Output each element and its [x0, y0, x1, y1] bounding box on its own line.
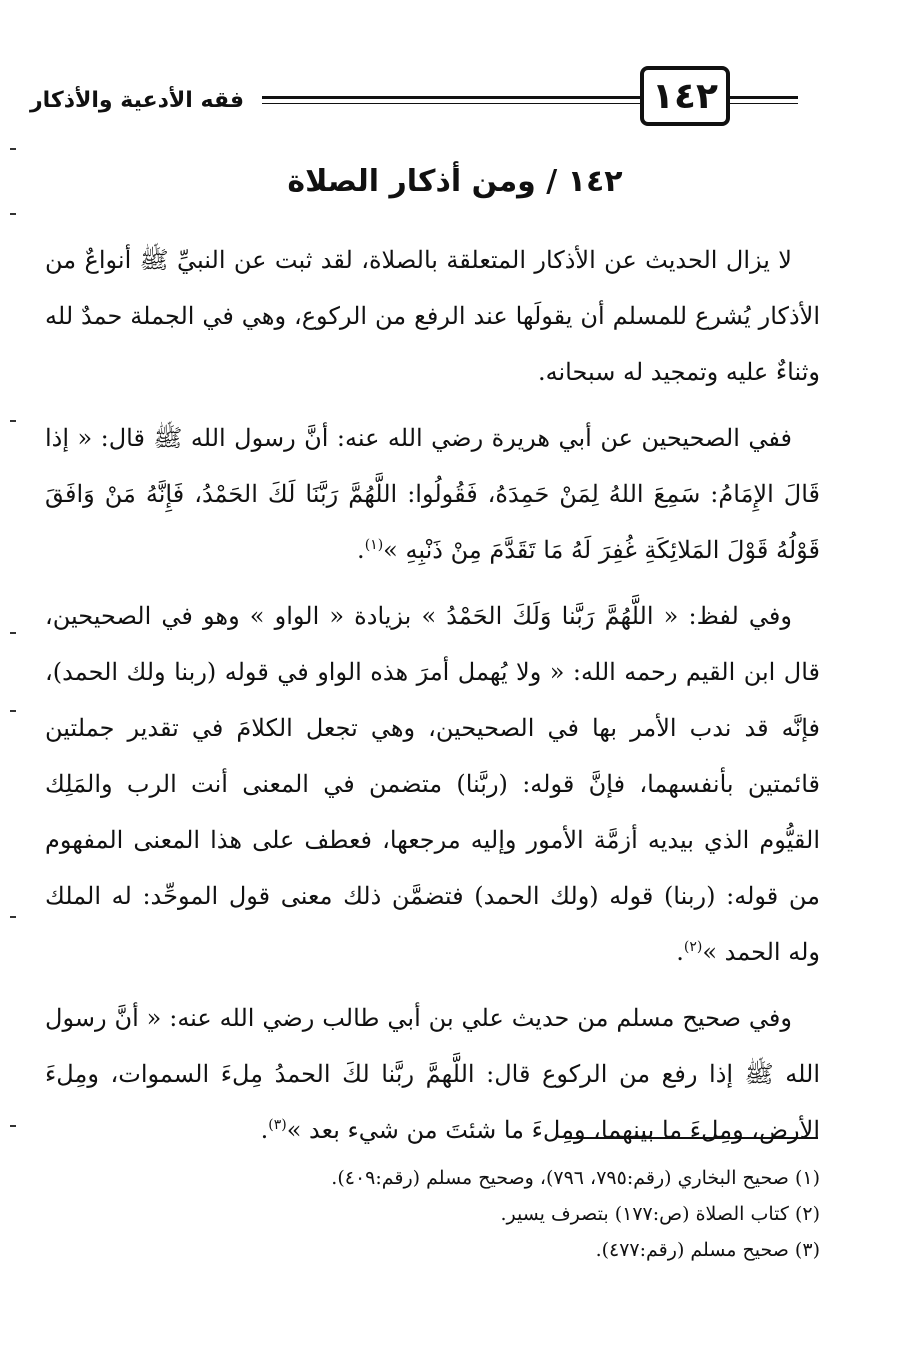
page-number: ١٤٢ [640, 66, 730, 126]
footnote-ref[interactable]: (١) [364, 537, 384, 553]
paragraph: وفي صحيح مسلم من حديث علي بن أبي طالب رضي الله عنه: « أنَّ رسول الله ﷺ إذا رفع من الركوع قال: اللَّهمَّ ربَّنا لكَ الحمدُ مِلءَ السموات، ومِلءَ الأرض، ومِلءَ ما بينهما، ومِلءَ ما شئتَ من شيء بعد »$^{(٣)}$. [45, 1004, 820, 1144]
scan-margin-mark [10, 710, 16, 712]
paragraph-text: ففي الصحيحين عن أبي هريرة رضي الله عنه: أنَّ رسول الله ﷺ قال: « إذا قَالَ الإِمَامُ: سَمِعَ اللهُ لِمَنْ حَمِدَهُ، فَقُولُوا: اللَّهُمَّ رَبَّنَا لَكَ الحَمْدُ، فَإِنَّهُ مَنْ وَافَقَ قَوْلُهُ قَوْلَ المَلائِكَةِ غُفِرَ لَهُ مَا تَقَدَّمَ مِنْ ذَنْبِهِ » [45, 424, 820, 564]
scan-margin-mark [10, 420, 16, 422]
paragraph [45, 232, 820, 400]
scan-margin-mark [10, 632, 16, 634]
header-rule-right [730, 96, 798, 99]
scan-margin-mark [10, 148, 16, 150]
header-rule-left [262, 96, 640, 99]
body-text [45, 232, 820, 1168]
running-head-book-title: فقه الأدعية والأذكار [30, 88, 245, 113]
scan-margin-mark [10, 916, 16, 918]
paragraph-text: وفي لفظ: « اللَّهُمَّ رَبَّنا وَلَكَ الحَمْدُ » بزيادة « الواو » وهو في الصحيحين، قال ابن القيم رحمه الله: « ولا يُهمل أمرَ هذه الواو في قوله (ربنا ولك الحمد)، فإنَّه قد ندب الأمر بها في الصحيحين، وهي تجعل الكلامَ في تقدير جملتين قائمتين بأنفسهما، فإنَّ قوله: (ربَّنا) متضمن في المعنى أنت الرب والمَلِك القيُّوم الذي بيديه أزمَّة الأمور وإليه مرجعها، فعطف على هذا المعنى المفهوم من قوله: (ربنا) قوله (ولك الحمد) فتضمَّن ذلك معنى قول الموحِّد: له الملك وله الحمد » [45, 602, 820, 966]
footnotes [45, 1160, 820, 1268]
footnote: (٢) كتاب الصلاة (ص:١٧٧) بتصرف يسير. [500, 1203, 820, 1225]
paragraph: وفي لفظ: « اللَّهُمَّ رَبَّنا وَلَكَ الحَمْدُ » بزيادة « الواو » وهو في الصحيحين، قال ابن القيم رحمه الله: « ولا يُهمل أمرَ هذه الواو في قوله (ربنا ولك الحمد)، فإنَّه قد ندب الأمر بها في الصحيحين، وهي تجعل الكلامَ في تقدير جملتين قائمتين بأنفسهما، فإنَّ قوله: (ربَّنا) متضمن في المعنى أنت الرب والمَلِك القيُّوم الذي بيديه أزمَّة الأمور وإليه مرجعها، فعطف على هذا المعنى المفهوم من قوله: (ربنا) قوله (ولك الحمد) فتضمَّن ذلك معنى قول الموحِّد: له الملك وله الحمد »$^{(٢)}$. [45, 602, 820, 966]
paragraph-text: لا يزال الحديث عن الأذكار المتعلقة بالصلاة، لقد ثبت عن النبيِّ ﷺ أنواعٌ من الأذكار يُشرع للمسلم أن يقولَها عند الرفع من الركوع، وهي في الجملة حمدٌ لله وثناءٌ عليه وتمجيد له سبحانه. [45, 246, 820, 386]
footnote: (١) صحيح البخاري (رقم:٧٩٥، ٧٩٦)، وصحيح مسلم (رقم:٤٠٩). [331, 1167, 820, 1189]
paragraph-text: وفي صحيح مسلم من حديث علي بن أبي طالب رضي الله عنه: « أنَّ رسول الله ﷺ إذا رفع من الركوع قال: اللَّهمَّ ربَّنا لكَ الحمدُ مِلءَ السموات، ومِلءَ الأرض، ومِلءَ ما بينهما، ومِلءَ ما شئتَ من شيء بعد » [45, 1004, 820, 1144]
footnote-separator [565, 1137, 818, 1139]
header-rule-left-thin [262, 103, 640, 104]
section-title: ١٤٢ / ومن أذكار الصلاة [287, 164, 623, 199]
scan-margin-mark [10, 1125, 16, 1127]
footnote-ref[interactable]: (٣) [268, 1117, 287, 1133]
scan-margin-mark [10, 213, 16, 215]
header-rule-right-thin [730, 103, 798, 104]
footnote-ref[interactable]: (٢) [683, 939, 703, 955]
paragraph: ففي الصحيحين عن أبي هريرة رضي الله عنه: أنَّ رسول الله ﷺ قال: « إذا قَالَ الإِمَامُ: سَمِعَ اللهُ لِمَنْ حَمِدَهُ، فَقُولُوا: اللَّهُمَّ رَبَّنَا لَكَ الحَمْدُ، فَإِنَّهُ مَنْ وَافَقَ قَوْلُهُ قَوْلَ المَلائِكَةِ غُفِرَ لَهُ مَا تَقَدَّمَ مِنْ ذَنْبِهِ »$^{(١)}$. [45, 424, 820, 564]
footnote: (٣) صحيح مسلم (رقم:٤٧٧). [595, 1239, 820, 1261]
